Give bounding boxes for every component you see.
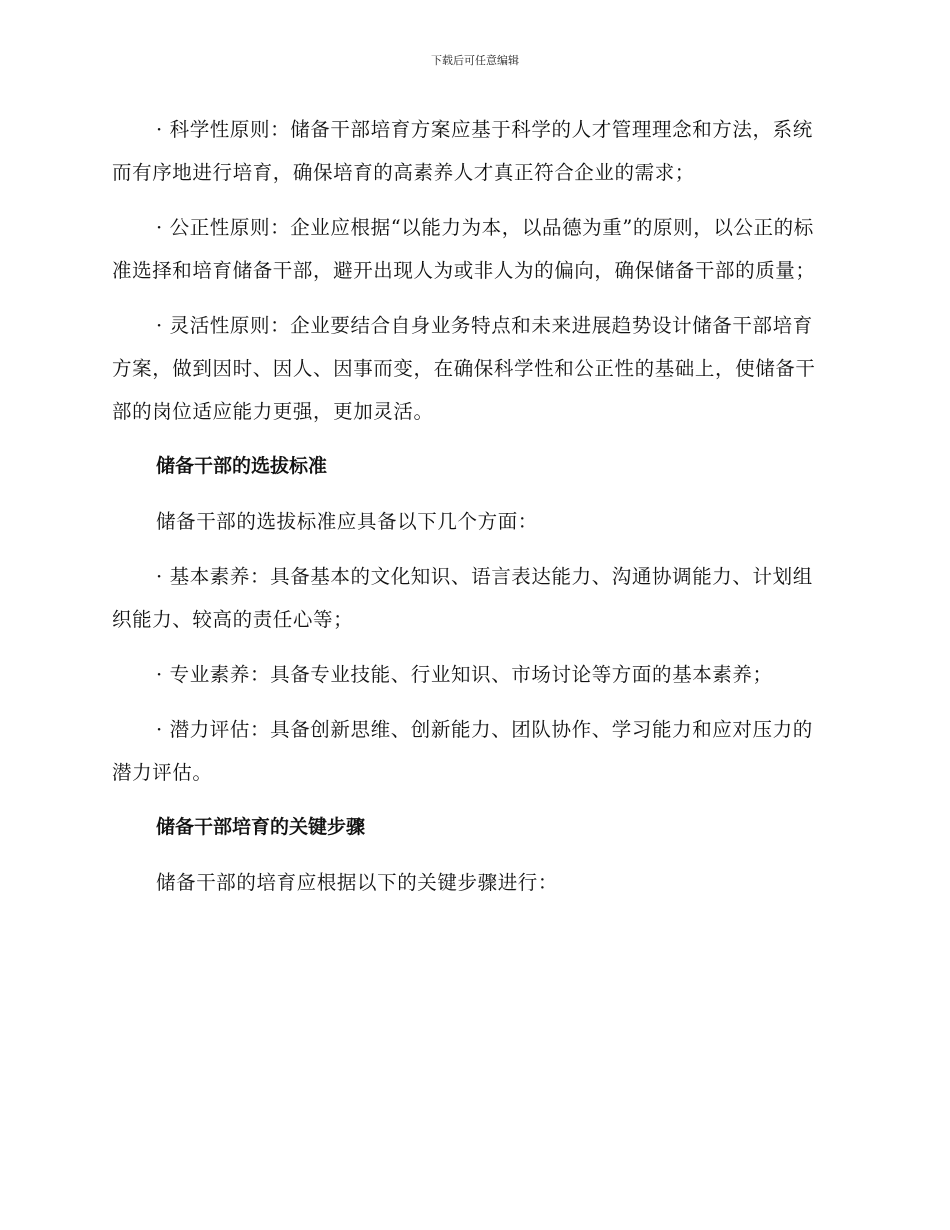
- page-header: 下载后可任意编辑: [431, 54, 519, 67]
- selection-intro: 储备干部的选拔标准应具备以下几个方面：: [156, 510, 538, 533]
- section-heading-key-steps: 储备干部培育的关键步骤: [156, 816, 366, 838]
- principle-fairness: · 公正性原则：企业应根据“以能力为本，以品德为重”的原则，以公正的标准选择和培育储备干部，避开出现人为或非人为的偏向，确保储备干部的质量；: [112, 216, 816, 282]
- criterion-basic-quality: · 基本素养：具备基本的文化知识、语言表达能力、沟通协调能力、计划组织能力、较高的责任心等；: [112, 565, 813, 631]
- key-steps-intro: 储备干部的培育应根据以下的关键步骤进行：: [156, 871, 559, 894]
- principle-flexibility: · 灵活性原则：企业要结合自身业务特点和未来进展趋势设计储备干部培育方案，做到因时、因人、因事而变，在确保科学性和公正性的基础上，使储备干部的岗位适应能力更强，更加灵活。: [112, 314, 816, 423]
- criterion-professional-quality: · 专业素养：具备专业技能、行业知识、市场讨论等方面的基本素养；: [156, 663, 773, 686]
- section-heading-selection-criteria: 储备干部的选拔标准: [156, 455, 328, 477]
- principle-scientific: · 科学性原则：储备干部培育方案应基于科学的人才管理理念和方法，系统而有序地进行培育，确保培育的高素养人才真正符合企业的需求；: [112, 118, 813, 184]
- criterion-potential-assessment: · 潜力评估：具备创新思维、创新能力、团队协作、学习能力和应对压力的潜力评估。: [112, 718, 813, 784]
- document-body: [112, 108, 827, 904]
